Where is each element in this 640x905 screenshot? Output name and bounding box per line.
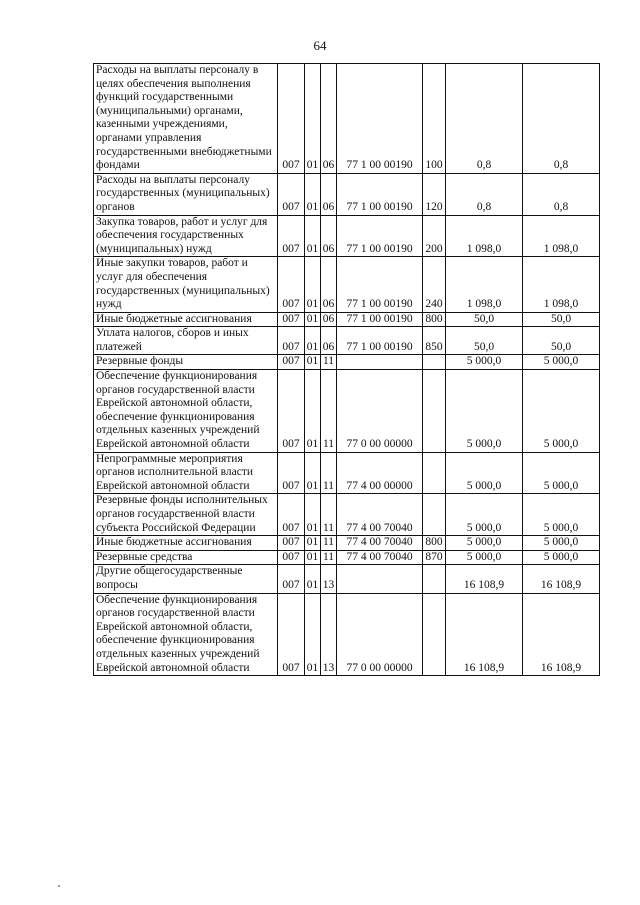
cell-sum-2: 0,8 (523, 173, 600, 215)
cell-name: Обеспечение функционирования органов государственной власти Еврейской автономной области, обеспечение функционирования отдельных казенных учреждений Еврейской автономной области (94, 593, 278, 676)
cell-csr (337, 355, 423, 370)
cell-ved: 007 (278, 565, 305, 593)
table-row (94, 536, 600, 551)
cell-ved: 007 (278, 370, 305, 453)
cell-vr: 800 (423, 536, 446, 551)
budget-table (93, 63, 600, 676)
cell-vr: 100 (423, 64, 446, 174)
cell-sum-2: 50,0 (523, 312, 600, 327)
table-row (94, 494, 600, 536)
cell-ved: 007 (278, 494, 305, 536)
cell-vr: 240 (423, 257, 446, 312)
cell-ved: 007 (278, 257, 305, 312)
cell-csr: 77 4 00 70040 (337, 536, 423, 551)
cell-ved: 007 (278, 550, 305, 565)
cell-csr (337, 565, 423, 593)
cell-name: Расходы на выплаты персоналу в целях обеспечения выполнения функций государственными (муниципальными) органами, казенными учреждениями, органами управления государственными внебюджетными фондами (94, 64, 278, 174)
cell-csr: 77 4 00 00000 (337, 452, 423, 494)
cell-ved: 007 (278, 327, 305, 355)
cell-rz: 01 (305, 312, 321, 327)
cell-pr: 06 (321, 173, 337, 215)
table-row (94, 370, 600, 453)
cell-csr: 77 1 00 00190 (337, 312, 423, 327)
table-row (94, 173, 600, 215)
cell-name: Резервные средства (94, 550, 278, 565)
cell-vr (423, 355, 446, 370)
cell-vr: 800 (423, 312, 446, 327)
scan-speck (58, 885, 60, 887)
cell-pr: 06 (321, 312, 337, 327)
cell-pr: 06 (321, 64, 337, 174)
cell-rz: 01 (305, 536, 321, 551)
cell-ved: 007 (278, 536, 305, 551)
cell-vr: 200 (423, 215, 446, 257)
cell-sum-2: 5 000,0 (523, 355, 600, 370)
cell-rz: 01 (305, 550, 321, 565)
cell-name: Другие общегосударственные вопросы (94, 565, 278, 593)
page-number: 64 (313, 38, 327, 53)
table-row (94, 452, 600, 494)
cell-vr (423, 452, 446, 494)
table-row (94, 327, 600, 355)
cell-vr (423, 565, 446, 593)
cell-ved: 007 (278, 173, 305, 215)
cell-sum-1: 1 098,0 (446, 215, 523, 257)
cell-pr: 11 (321, 536, 337, 551)
cell-pr: 11 (321, 370, 337, 453)
cell-csr: 77 1 00 00190 (337, 173, 423, 215)
cell-pr: 11 (321, 355, 337, 370)
table-row (94, 550, 600, 565)
cell-vr: 870 (423, 550, 446, 565)
cell-rz: 01 (305, 215, 321, 257)
cell-rz: 01 (305, 494, 321, 536)
cell-csr: 77 0 00 00000 (337, 370, 423, 453)
cell-name: Резервные фонды исполнительных органов государственной власти субъекта Российской Федерации (94, 494, 278, 536)
table-body (94, 64, 600, 676)
cell-sum-1: 50,0 (446, 312, 523, 327)
cell-vr (423, 494, 446, 536)
cell-ved: 007 (278, 452, 305, 494)
cell-sum-1: 5 000,0 (446, 452, 523, 494)
cell-pr: 11 (321, 452, 337, 494)
cell-sum-1: 5 000,0 (446, 494, 523, 536)
cell-rz: 01 (305, 565, 321, 593)
cell-vr (423, 593, 446, 676)
cell-csr: 77 1 00 00190 (337, 215, 423, 257)
cell-pr: 13 (321, 593, 337, 676)
table-row (94, 565, 600, 593)
cell-pr: 06 (321, 327, 337, 355)
table-row (94, 257, 600, 312)
table-row (94, 593, 600, 676)
cell-sum-1: 0,8 (446, 64, 523, 174)
cell-name: Резервные фонды (94, 355, 278, 370)
cell-sum-1: 5 000,0 (446, 550, 523, 565)
cell-csr: 77 1 00 00190 (337, 327, 423, 355)
cell-sum-2: 16 108,9 (523, 593, 600, 676)
cell-pr: 11 (321, 550, 337, 565)
cell-sum-2: 1 098,0 (523, 257, 600, 312)
cell-sum-1: 1 098,0 (446, 257, 523, 312)
cell-vr: 120 (423, 173, 446, 215)
cell-ved: 007 (278, 593, 305, 676)
cell-name: Уплата налогов, сборов и иных платежей (94, 327, 278, 355)
cell-name: Иные бюджетные ассигнования (94, 312, 278, 327)
table-row (94, 355, 600, 370)
cell-csr: 77 4 00 70040 (337, 550, 423, 565)
cell-sum-1: 5 000,0 (446, 536, 523, 551)
cell-rz: 01 (305, 452, 321, 494)
cell-name: Расходы на выплаты персоналу государственных (муниципальных) органов (94, 173, 278, 215)
cell-pr: 06 (321, 257, 337, 312)
cell-rz: 01 (305, 593, 321, 676)
cell-rz: 01 (305, 64, 321, 174)
table-row (94, 312, 600, 327)
cell-sum-1: 5 000,0 (446, 355, 523, 370)
cell-sum-2: 0,8 (523, 64, 600, 174)
cell-sum-2: 50,0 (523, 327, 600, 355)
cell-pr: 13 (321, 565, 337, 593)
cell-sum-1: 5 000,0 (446, 370, 523, 453)
table-row (94, 64, 600, 174)
cell-sum-1: 16 108,9 (446, 565, 523, 593)
cell-name: Обеспечение функционирования органов государственной власти Еврейской автономной области, обеспечение функционирования отдельных казенных учреждений Еврейской автономной области (94, 370, 278, 453)
cell-sum-1: 50,0 (446, 327, 523, 355)
cell-sum-1: 16 108,9 (446, 593, 523, 676)
cell-sum-2: 5 000,0 (523, 536, 600, 551)
cell-sum-2: 16 108,9 (523, 565, 600, 593)
cell-rz: 01 (305, 173, 321, 215)
cell-csr: 77 0 00 00000 (337, 593, 423, 676)
cell-vr (423, 370, 446, 453)
cell-pr: 11 (321, 494, 337, 536)
cell-sum-2: 5 000,0 (523, 370, 600, 453)
cell-sum-2: 5 000,0 (523, 452, 600, 494)
cell-pr: 06 (321, 215, 337, 257)
cell-sum-2: 5 000,0 (523, 494, 600, 536)
cell-sum-1: 0,8 (446, 173, 523, 215)
cell-sum-2: 5 000,0 (523, 550, 600, 565)
cell-rz: 01 (305, 327, 321, 355)
cell-ved: 007 (278, 312, 305, 327)
cell-vr: 850 (423, 327, 446, 355)
cell-rz: 01 (305, 257, 321, 312)
table-row (94, 215, 600, 257)
cell-ved: 007 (278, 355, 305, 370)
cell-name: Закупка товаров, работ и услуг для обеспечения государственных (муниципальных) нужд (94, 215, 278, 257)
cell-ved: 007 (278, 215, 305, 257)
cell-csr: 77 4 00 70040 (337, 494, 423, 536)
cell-csr: 77 1 00 00190 (337, 64, 423, 174)
cell-rz: 01 (305, 355, 321, 370)
cell-name: Иные закупки товаров, работ и услуг для обеспечения государственных (муниципальных) нужд (94, 257, 278, 312)
cell-ved: 007 (278, 64, 305, 174)
cell-name: Иные бюджетные ассигнования (94, 536, 278, 551)
cell-csr: 77 1 00 00190 (337, 257, 423, 312)
cell-name: Непрограммные мероприятия органов исполнительной власти Еврейской автономной области (94, 452, 278, 494)
cell-sum-2: 1 098,0 (523, 215, 600, 257)
cell-rz: 01 (305, 370, 321, 453)
